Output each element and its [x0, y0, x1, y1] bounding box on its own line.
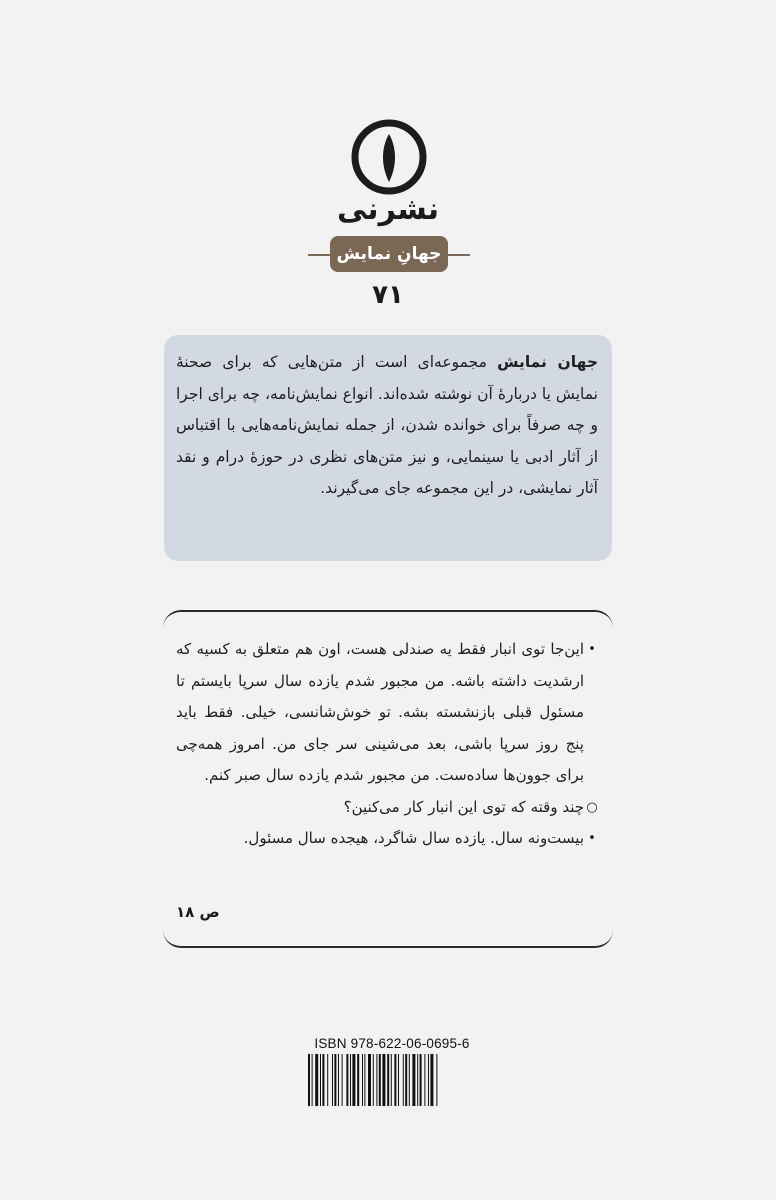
barcode-bar [405, 1054, 407, 1106]
excerpt-line [176, 823, 600, 855]
description-lead: جهان نمایش [497, 353, 598, 371]
barcode-bar [342, 1054, 343, 1106]
barcode-bar [420, 1054, 422, 1106]
publisher-name: نشرنی [336, 192, 440, 227]
excerpt-line [176, 634, 600, 792]
barcode-bar [403, 1054, 404, 1106]
barcode-bar [398, 1054, 399, 1106]
excerpt-line-text: این‌جا توی انبار فقط یه صندلی هست، اون هم متعلق به کسیه که ارشدیت داشته باشه. من مجبور شدم یازده سال سرپا بایستم تا مسئول قبلی بازنشسته بشه. تو خوش‌شانسی، خیلی. فقط باید پنج روز سرپا باشی، بعد می‌شینی سر جای من. امروز همه‌چی برای جوون‌ها ساده‌ست. من مجبور شدم یازده سال صبر کنم. [176, 640, 584, 784]
series-divider-right [446, 254, 470, 256]
barcode-bar [352, 1054, 355, 1106]
series-number: ۷۱ [372, 280, 404, 310]
series-title: جهانِ نمایش [330, 236, 448, 272]
excerpt-line-text: چند وقته که توی این انبار کار می‌کنین؟ [343, 797, 584, 816]
series-divider-left [308, 254, 332, 256]
barcode-bar [364, 1054, 365, 1106]
barcode-bar [327, 1054, 328, 1106]
barcode-bar [373, 1054, 374, 1106]
barcode-bar [417, 1054, 418, 1106]
barcode-bar [346, 1054, 348, 1106]
barcode-bar [320, 1054, 321, 1106]
barcode-bar [312, 1054, 313, 1106]
excerpt-line-text: بیست‌ونه سال. یازده سال شاگرد، هیجده سال مسئول. [243, 829, 584, 847]
barcode-bar [379, 1054, 381, 1106]
barcode-bar [409, 1054, 410, 1106]
series-badge [308, 236, 470, 272]
barcode-icon [306, 1054, 478, 1106]
excerpt-line [176, 792, 600, 824]
barcode-bar [424, 1054, 425, 1106]
isbn-text: ISBN 978-622-06-0695-6 [314, 1036, 470, 1051]
barcode-bar [382, 1054, 385, 1106]
barcode-bar [376, 1054, 377, 1106]
barcode-bar [315, 1054, 318, 1106]
bullet-marker: ○ [586, 799, 598, 815]
barcode-bar [308, 1054, 310, 1106]
bullet-marker: • [588, 642, 596, 657]
barcode-bar [412, 1054, 415, 1106]
barcode-bar [391, 1054, 392, 1106]
barcode-bar [368, 1054, 371, 1106]
barcode-bar [436, 1054, 437, 1106]
barcode-bar [362, 1054, 363, 1106]
page-reference: ص ۱۸ [176, 903, 220, 921]
barcode-bar [394, 1054, 396, 1106]
description-text: مجموعه‌ای است از متن‌هایی که برای صحنهٔ نمایش یا دربارهٔ آن نوشته شده‌اند. انواع نمایش‌نامه، چه برای اجرا و چه صرفاً برای خوانده شدن، از جمله نمایش‌نامه‌هایی با اقتباس از آثار ادبی یا سینمایی، و نیز متن‌های نظری در حوزهٔ درام و نقد آثار نمایشی، در این مجموعه جای می‌گیرند. [176, 353, 598, 498]
barcode-bar [357, 1054, 359, 1106]
barcode-bar [387, 1054, 389, 1106]
series-description [164, 335, 612, 561]
barcode-bar [428, 1054, 429, 1106]
barcode-bar [350, 1054, 351, 1106]
barcode-bar [322, 1054, 324, 1106]
barcode-bar [332, 1054, 333, 1106]
bullet-marker: • [588, 831, 596, 846]
barcode-bar [430, 1054, 433, 1106]
leaf-in-circle-icon [350, 118, 428, 196]
excerpt [176, 634, 600, 855]
barcode-bar [334, 1054, 336, 1106]
barcode-bar [338, 1054, 339, 1106]
